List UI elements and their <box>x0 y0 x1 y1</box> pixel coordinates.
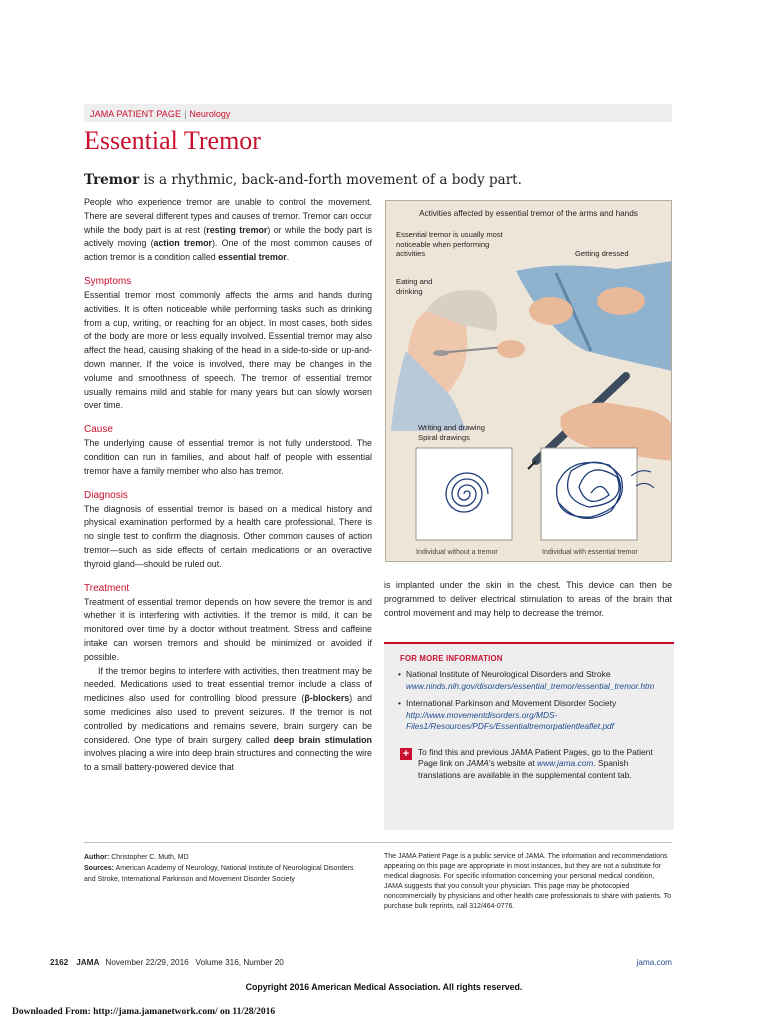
more-info-heading: FOR MORE INFORMATION <box>400 654 503 663</box>
more-information-box <box>384 642 674 830</box>
treatment-text-1: Treatment of essential tremor depends on how severe the tremor is and whether it is interfering with activities. If the tremor is mild, it can be monitored over time by a doctor without treatment. Stress and caffeine intake can worsen tremors and should be minimized or avoided if possible. <box>84 596 372 662</box>
symptoms-text: Essential tremor most commonly affects the arms and hands during activities. It is often noticeable while performing tasks such as drinking from a cup, writing, or reaching for an object. In most cases, both sides of the body are more or less equally involved. Essential tremor may also affect the head, causing shaking of the head in a side-to-side or up-and-down manner. If the voice is involved, there may be changes in the volume and smoothness of speech. The tremor of essential tremor usually remains mild and stable for many years but can slowly worsen over time. <box>84 289 372 411</box>
treatment-heading: Treatment <box>84 582 130 594</box>
treatment-continued: is implanted under the skin in the chest. This device can then be programmed to deliver electrical stimulation to areas of the brain that control movement and may help to decrease the tremor. <box>384 580 672 618</box>
section-header-bar <box>84 104 672 122</box>
author-name: Christopher C. Muth, MD <box>111 854 189 861</box>
lede-text: is a rhythmic, back-and-forth movement of a body part. <box>139 172 522 188</box>
journal-site-link[interactable]: jama.com <box>636 958 672 967</box>
jama-link[interactable]: www.jama.com <box>537 758 594 768</box>
plus-icon: + <box>400 748 412 760</box>
download-stamp: Downloaded From: http://jama.jamanetwork.com/ on 11/28/2016 <box>12 1007 276 1017</box>
page-number: 2162 <box>50 958 69 967</box>
section-label: Neurology <box>189 109 231 119</box>
resource-link[interactable]: www.ninds.nih.gov/disorders/essential_tremor/essential_tremor.htm <box>406 680 655 691</box>
service-note: The JAMA Patient Page is a public service of JAMA. The information and recommendations appearing on this page are appropriate in most instances, but they are not a substitute for medical diagnosis. For specific information concerning your personal medical condition, JAMA suggests that you consult your physician. This page may be photocopied noncommercially by physicians and other health care professionals to share with patients. To purchase bulk reprints, call 312/464-0776. <box>384 853 672 910</box>
label-eating-drinking: Eating and drinking <box>396 277 433 296</box>
bullet: • <box>398 698 401 708</box>
lede <box>84 172 684 188</box>
intro-paragraph: People who experience tremor are unable to control the movement. There are several different types and causes of tremor. Tremor can occur while the body part is at rest (resting tremor) or while the body part is actively moving (action tremor). One of the most common causes of action tremor is a condition called essential tremor. <box>84 197 372 263</box>
header-separator: | <box>184 109 187 119</box>
tremor-illustration <box>385 200 672 562</box>
journal-name: JAMA <box>76 958 100 967</box>
resource-org: International Parkinson and Movement Disorder Society <box>406 698 617 708</box>
resource-item <box>400 698 664 733</box>
issue-info: November 22/29, 2016 Volume 316, Number 20 <box>105 958 284 967</box>
figure-caption-noticeable: Essential tremor is usually most noticeable when performing activities <box>396 230 503 258</box>
kicker-label: JAMA PATIENT PAGE <box>90 109 182 119</box>
author-block: Author: Christopher C. Muth, MD Sources: American Academy of Neurology, National Institute of Neurological Disorders and Stroke, International Parkinson and Movement Disorder Society <box>84 854 354 883</box>
patient-pages-note: + To find this and previous JAMA Patient Pages, go to the Patient Page link on JAMA’s website at www.jama.com. Spanish translations are available in the supplemental content tab. <box>400 747 664 782</box>
bullet: • <box>398 669 401 679</box>
cause-heading: Cause <box>84 424 113 436</box>
diagnosis-text: The diagnosis of essential tremor is based on a medical history and physical examination performed by a health care professional. There is no single test to confirm the diagnosis. Other common causes of action tremor—such as side effects of certain medications or an overactive thyroid gland—should be ruled out. <box>84 503 372 569</box>
diagnosis-heading: Diagnosis <box>84 489 128 501</box>
lede-term: Tremor <box>84 172 140 188</box>
page-title: Essential Tremor <box>84 126 261 155</box>
left-column <box>84 196 372 775</box>
page-footer <box>50 958 672 967</box>
label-with-tremor: Individual with essential tremor <box>542 549 638 556</box>
resource-item <box>400 669 664 692</box>
footer-divider <box>84 842 672 843</box>
copyright-notice: Copyright 2016 American Medical Association. All rights reserved. <box>245 982 523 992</box>
cause-text: The underlying cause of essential tremor is not fully understood. The condition can run in families, and about half of people with essential tremor have a family member who also has tremor. <box>84 438 372 476</box>
resource-link[interactable]: http://www.movementdisorders.org/MDS-Files1/Resources/PDFs/Essentialtremorpatientleaflet.pdf <box>406 709 614 731</box>
resource-org: National Institute of Neurological Disorders and Stroke <box>406 669 611 679</box>
symptoms-heading: Symptoms <box>84 275 132 287</box>
label-spiral-drawings: Spiral drawings <box>418 433 470 442</box>
sources-text: American Academy of Neurology, National Institute of Neurological Disorders and Stroke, International Parkinson and Movement Disorder Society <box>84 865 354 883</box>
label-getting-dressed: Getting dressed <box>575 249 629 258</box>
label-writing-drawing: Writing and drawing <box>418 423 485 432</box>
label-without-tremor: Individual without a tremor <box>416 549 498 556</box>
figure-title: Activities affected by essential tremor of the arms and hands <box>419 209 638 218</box>
treatment-text-2: If the tremor begins to interfere with activities, then treatment may be needed. Medications used to treat essential tremor include a class of medicines also used for controlling blood pressure (β-blockers) and some medicines also used to prevent seizures. If the tremor is not controlled by medications and remains severe, brain surgery can be considered. One type of brain surgery called deep brain stimulation involves placing a wire into deep brain structures and connecting the wire to a small battery-powered device that <box>84 665 372 773</box>
